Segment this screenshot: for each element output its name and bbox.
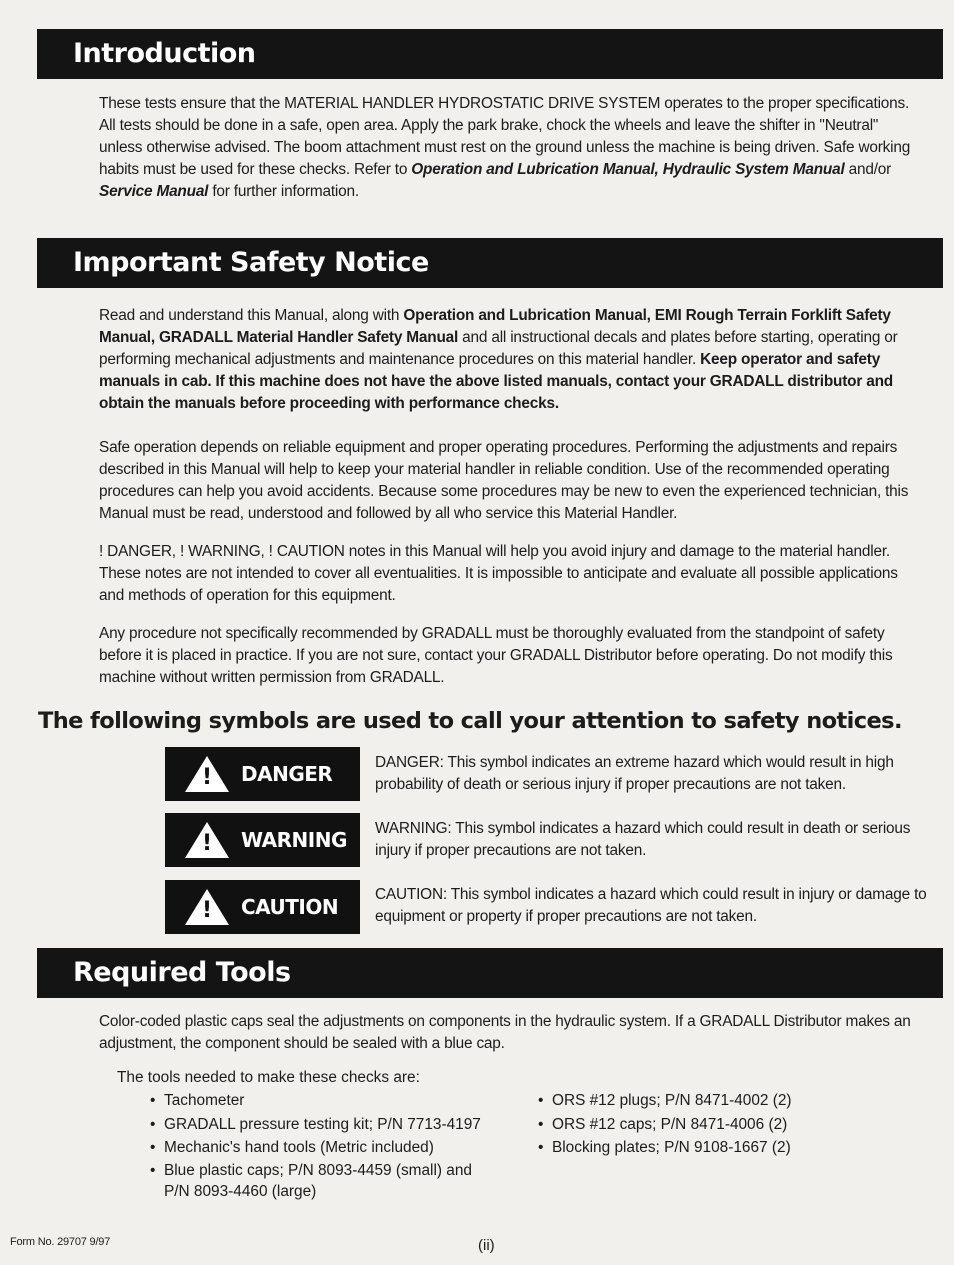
safety-text: Read and understand this Manual, along with [99, 307, 404, 324]
intro-text: and/or [844, 161, 892, 178]
caution-label: CAUTION [241, 895, 339, 919]
warning-triangle-icon: ! [185, 756, 229, 792]
safety-manuals-list: Operation and Lubrication Manual, EMI Rough Terrain Forklift Safety Manual, GRADALL Material Handler Safety Manual [99, 307, 891, 346]
tools-list-intro: The tools needed to make these checks are: [117, 1069, 420, 1086]
intro-reference-manuals: Operation and Lubrication Manual, Hydraulic System Manual [411, 161, 845, 178]
form-number: Form No. 29707 9/97 [10, 1236, 111, 1248]
safety-paragraph-1 [99, 305, 925, 415]
symbols-heading: The following symbols are used to call your attention to safety notices. [38, 708, 902, 734]
safety-keep-manuals-warning: Keep operator and safety manuals in cab. If this machine does not have the above listed manuals, contact your GRADALL distributor and obtain the manuals before proceeding with performance checks. [99, 351, 893, 412]
introduction-paragraph [99, 93, 925, 203]
caution-description: CAUTION: This symbol indicates a hazard which could result in injury or damage to equipment or property if proper precautions are not taken. [375, 886, 927, 925]
list-item: • ORS #12 plugs; P/N 8471-4002 (2) [538, 1089, 858, 1113]
safety-paragraph-4: Any procedure not specifically recommended by GRADALL must be thoroughly evaluated from the standpoint of safety before it is placed in practice. If you are not sure, contact your GRADALL Distributor before operating. Do not modify this machine without written permission from GRADALL. [99, 625, 893, 686]
danger-description: DANGER: This symbol indicates an extreme hazard which would result in high probability of death or serious injury if proper precautions are not taken. [375, 754, 894, 793]
safety-text: and all instructional decals and plates before starting, operating or performing mechanical adjustments and maintenance procedures on this material handler. [99, 329, 898, 368]
warning-description: WARNING: This symbol indicates a hazard which could result in death or serious injury if proper precautions are not taken. [375, 820, 911, 859]
danger-label: DANGER [241, 762, 333, 786]
page-number: (ii) [478, 1237, 495, 1254]
intro-text: These tests ensure that the MATERIAL HANDLER HYDROSTATIC DRIVE SYSTEM operates to the proper specifications. All tests should be done in a safe, open area. Apply the park brake, chock the wheels and leave the shifter in "Neutral" unless otherwise advised. The boom attachment must rest on the ground unless the machine is being driven. Safe working habits must be used for these checks. Refer to [99, 95, 911, 178]
danger-sign [165, 747, 360, 801]
safety-paragraph-3: ! DANGER, ! WARNING, ! CAUTION notes in this Manual will help you avoid injury and damage to the material handler. These notes are not intended to cover all eventualities. It is impossible to anticipate and evaluate all possible applications and methods of operation for this equipment. [99, 543, 898, 604]
list-item: • GRADALL pressure testing kit; P/N 7713-4197 [150, 1113, 510, 1137]
safety-notice-heading: Important Safety Notice [37, 238, 943, 288]
safety-paragraph-2: Safe operation depends on reliable equipment and proper operating procedures. Performing the adjustments and repairs described in this Manual will help to keep your material handler in reliable condition. Use of the recommended operating procedures can help you avoid accidents. Because some procedures may be new to even the experienced technician, this Manual must be read, understood and followed by all who service this Material Handler. [99, 439, 909, 522]
warning-label: WARNING [241, 828, 347, 852]
list-item: • Mechanic's hand tools (Metric included) [150, 1136, 510, 1160]
warning-triangle-icon: ! [185, 889, 229, 925]
caution-sign [165, 880, 360, 934]
required-tools-heading: Required Tools [37, 948, 943, 998]
tools-list-left [150, 1089, 510, 1202]
list-item: • Tachometer [150, 1089, 510, 1113]
intro-reference-service-manual: Service Manual [99, 183, 209, 200]
list-item: • Blocking plates; P/N 9108-1667 (2) [538, 1136, 858, 1160]
list-item: • Blue plastic caps; P/N 8093-4459 (small) and P/N 8093-4460 (large) [150, 1160, 484, 1202]
introduction-heading: Introduction [37, 29, 943, 79]
warning-triangle-icon: ! [185, 822, 229, 858]
intro-text: for further information. [208, 183, 359, 200]
tools-intro-paragraph: Color-coded plastic caps seal the adjustments on components in the hydraulic system. If a GRADALL Distributor makes an adjustment, the component should be sealed with a blue cap. [99, 1013, 911, 1052]
warning-sign [165, 813, 360, 867]
tools-list-right [538, 1089, 858, 1160]
list-item: • ORS #12 caps; P/N 8471-4006 (2) [538, 1113, 858, 1137]
